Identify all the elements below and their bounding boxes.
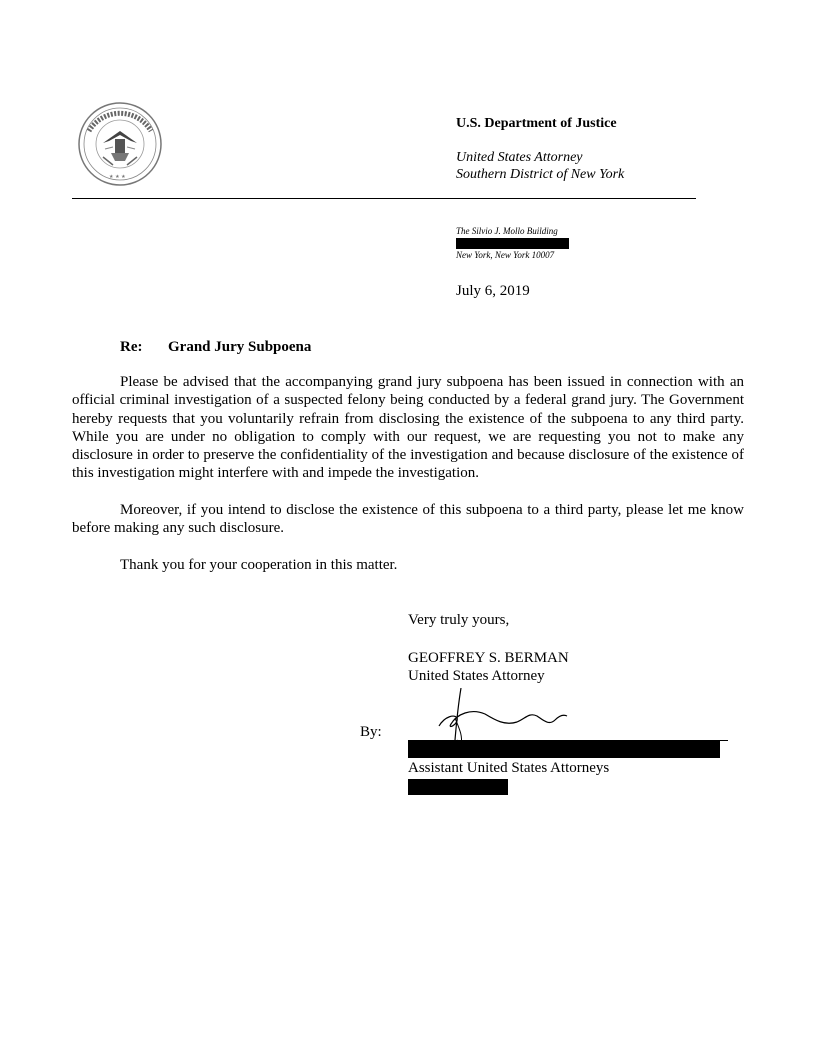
contact-redaction — [408, 779, 508, 795]
by-label: By: — [360, 724, 382, 740]
doj-seal-icon — [73, 101, 167, 187]
paragraph-1-text: Please be advised that the accompanying grand jury subpoena has been issued in connection with an official criminal investigation of a suspected felony being conducted by a federal grand jury. The Government hereby requests that you voluntarily refrain from disclosing the existence of the subpoena to any third party. While you are under no obligation to comply with our request, we are requesting you not to make any disclosure in order to preserve the confidentiality of the investigation and because disclosure of the existence of this investigation might interfere with and impede the investigation. — [72, 374, 744, 482]
handwritten-signature-icon — [425, 688, 575, 750]
paragraph-3-text: Thank you for your cooperation in this matter. — [120, 557, 398, 573]
closing-salutation: Very truly yours, — [408, 612, 510, 628]
subject-text: Grand Jury Subpoena — [168, 339, 312, 355]
body-paragraph-3 — [72, 556, 744, 574]
paragraph-2-text: Moreover, if you intend to disclose the existence of this subpoena to a third party, please let me know before making any such disclosure. — [72, 502, 744, 537]
signer-block — [408, 649, 569, 685]
subject-label: Re: — [120, 339, 143, 355]
letterhead-divider — [72, 198, 696, 199]
signatory-title: Assistant United States Attorneys — [408, 760, 610, 776]
body-paragraph-2 — [72, 501, 744, 538]
address-city: New York, New York 10007 — [456, 250, 555, 260]
agency-name: U.S. Department of Justice — [456, 116, 617, 131]
subject-line — [120, 339, 311, 356]
office-name — [456, 149, 624, 183]
letter-date: July 6, 2019 — [456, 283, 530, 299]
address-street-redaction — [456, 238, 569, 249]
signer-title: United States Attorney — [408, 668, 545, 684]
signer-name: GEOFFREY S. BERMAN — [408, 650, 569, 666]
svg-text:★ ★ ★: ★ ★ ★ — [109, 174, 126, 180]
office-line-2: Southern District of New York — [456, 167, 625, 182]
office-line-1: United States Attorney — [456, 150, 583, 165]
address-building: The Silvio J. Mollo Building — [456, 226, 558, 236]
body-paragraph-1 — [72, 373, 744, 483]
